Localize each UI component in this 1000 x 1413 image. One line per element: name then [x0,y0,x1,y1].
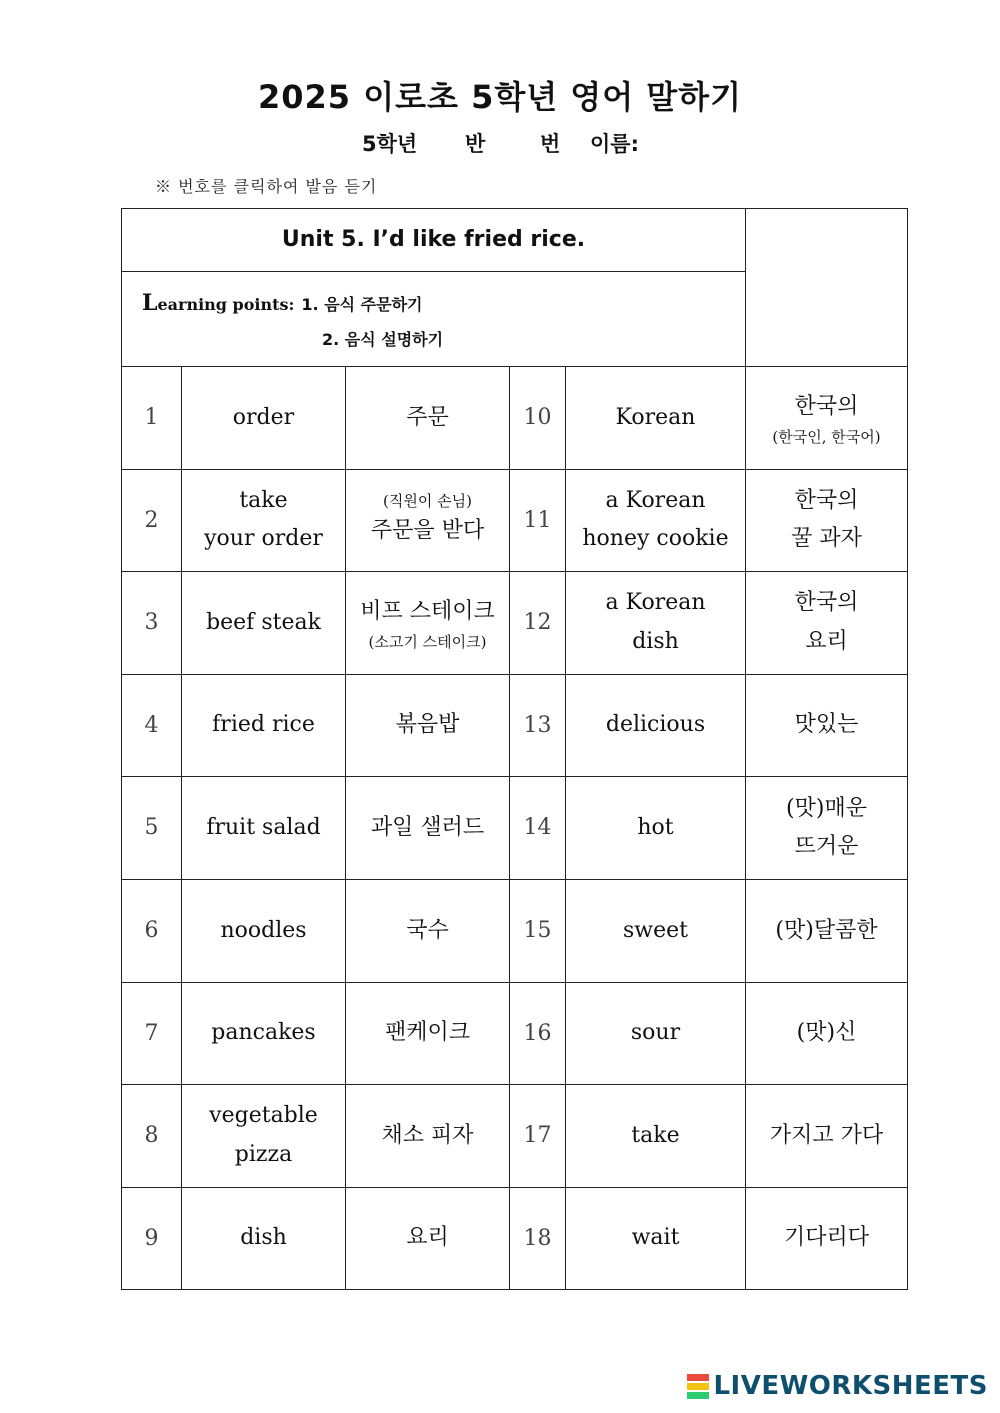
cell-line: 주문을 받다 [370,517,485,543]
cell-line: order [232,404,295,430]
cell-line: 팬케이크 [384,1020,470,1046]
korean-meaning [346,674,510,777]
korean-meaning [746,777,908,880]
english-word [182,982,346,1085]
cell-line: a Korean [605,590,706,616]
page-title: 2025 이로초 5학년 영어 말하기 [257,78,742,116]
korean-meaning [746,367,908,470]
cell-line: dish [240,1225,287,1251]
vocab-row [122,1187,908,1290]
vocab-row [122,982,908,1085]
logo-bar [687,1392,709,1399]
cell-line: 비프 스테이크 [360,599,495,625]
grade-label: 5학년 [362,132,418,156]
learning-point-2: 2. 음식 설명하기 [322,330,444,349]
cell-note: (직원이 손님) [383,491,472,510]
cell-line: honey cookie [582,526,729,552]
korean-meaning [746,1085,908,1188]
english-word [566,1187,746,1290]
word-number[interactable]: 13 [510,674,566,777]
logo-text: LIVEWORKSHEETS [713,1371,988,1401]
english-word [182,469,346,572]
korean-meaning [746,879,908,982]
cell-line: (맛)달콤한 [775,917,878,943]
vocab-row [122,367,908,470]
cell-line: fried rice [212,712,315,738]
cell-line: 기다리다 [784,1225,870,1251]
number-label: 번 [540,132,561,156]
instruction-note: ※ 번호를 클릭하여 발음 듣기 [155,177,378,196]
word-number[interactable]: 1 [122,367,182,470]
english-word [566,469,746,572]
cell-line: 요리 [406,1225,449,1251]
vocab-row [122,469,908,572]
cell-line: a Korean [605,487,706,513]
cell-line: 가지고 가다 [769,1122,884,1148]
korean-meaning [746,674,908,777]
english-word [182,1085,346,1188]
korean-meaning [346,469,510,572]
english-word [566,982,746,1085]
cell-line: take [631,1122,680,1148]
word-number[interactable]: 18 [510,1187,566,1290]
cell-line: vegetable [209,1103,318,1129]
word-number[interactable]: 10 [510,367,566,470]
korean-meaning [346,879,510,982]
cell-line: hot [637,814,674,840]
cell-line: 채소 피자 [381,1122,474,1148]
cell-note: (한국인, 한국어) [772,427,881,446]
vocab-row [122,572,908,675]
word-number[interactable]: 2 [122,469,182,572]
vocab-row [122,777,908,880]
cell-line: fruit salad [206,814,321,840]
logo-bar [687,1383,709,1390]
vocab-row [122,674,908,777]
korean-meaning [346,572,510,675]
cell-line: Korean [615,404,696,430]
word-number[interactable]: 9 [122,1187,182,1290]
word-number[interactable]: 3 [122,572,182,675]
cell-line: (맛)매운 [786,795,867,821]
korean-meaning [346,982,510,1085]
cell-line: sour [630,1020,681,1046]
cell-line: 꿀 과자 [791,526,862,552]
word-number[interactable]: 4 [122,674,182,777]
english-word [182,674,346,777]
korean-meaning [346,1187,510,1290]
english-word [566,367,746,470]
cell-line: 한국의 [794,487,859,513]
cell-line: 주문 [406,404,449,430]
english-word [566,674,746,777]
english-word [566,777,746,880]
word-number[interactable]: 12 [510,572,566,675]
cell-line: 국수 [406,917,449,943]
word-number[interactable]: 6 [122,879,182,982]
cell-line: wait [631,1225,680,1251]
english-word [566,572,746,675]
cell-line: sweet [623,917,689,943]
vocab-row [122,1085,908,1188]
cell-line: dish [632,628,679,654]
cell-line: pancakes [211,1020,316,1046]
cell-line: (맛)신 [796,1020,857,1046]
vocab-table [121,208,908,1290]
word-number[interactable]: 7 [122,982,182,1085]
name-label: 이름: [590,132,639,156]
cell-line: 맛있는 [794,712,859,738]
learning-points-label: Learning points: [142,290,295,316]
cell-line: 뜨거운 [794,834,859,860]
korean-meaning [746,982,908,1085]
english-word [182,777,346,880]
english-word [182,367,346,470]
cell-line: noodles [220,917,307,943]
korean-meaning [746,1187,908,1290]
word-number[interactable]: 8 [122,1085,182,1188]
english-word [182,879,346,982]
vocab-row [122,879,908,982]
blank-corner-cell [746,209,908,367]
word-number[interactable]: 14 [510,777,566,880]
cell-line: beef steak [206,609,321,635]
learning-point-1: 1. 음식 주문하기 [301,295,423,314]
cell-line: delicious [605,712,706,738]
class-label: 반 [465,132,486,156]
word-number[interactable]: 15 [510,879,566,982]
cell-line: 과일 샐러드 [370,814,485,840]
word-number[interactable]: 17 [510,1085,566,1188]
cell-line: 한국의 [794,590,859,616]
korean-meaning [746,572,908,675]
student-info-line [0,128,1000,160]
logo-bar [687,1374,709,1381]
word-number[interactable]: 16 [510,982,566,1085]
word-number[interactable]: 11 [510,469,566,572]
cell-line: 요리 [805,628,848,654]
korean-meaning [346,777,510,880]
korean-meaning [346,1085,510,1188]
korean-meaning [346,367,510,470]
cell-line: your order [204,526,323,552]
liveworksheets-logo [687,1371,988,1401]
cell-line: 한국의 [794,394,859,420]
logo-mark-icon [687,1373,709,1400]
cell-note: (소고기 스테이크) [368,632,487,651]
english-word [566,879,746,982]
korean-meaning [746,469,908,572]
cell-line: 볶음밥 [395,712,460,738]
learning-points [122,272,746,367]
unit-title: Unit 5. I’d like fried rice. [122,209,746,272]
english-word [566,1085,746,1188]
word-number[interactable]: 5 [122,777,182,880]
english-word [182,572,346,675]
cell-line: pizza [234,1141,293,1167]
english-word [182,1187,346,1290]
cell-line: take [239,487,288,513]
